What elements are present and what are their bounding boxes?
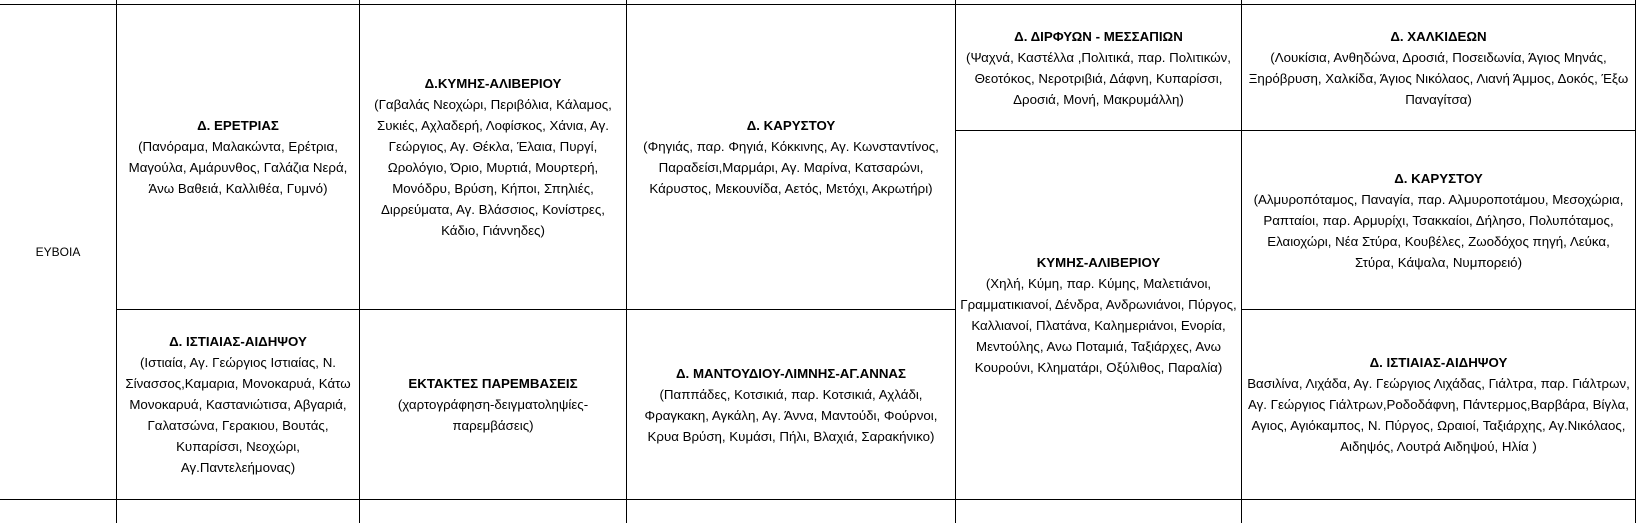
table-cell bbox=[1242, 5, 1635, 130]
cell-body: (Ιστιαία, Αγ. Γεώργιος Ιστιαίας, Ν. Σίνασσος,Καμαρια, Μονοκαρυά, Κάτω Μονοκαρυά, Καστανιώτισα, Αβγαριά, Γαλατσώνα, Γερακιου, Βουτάς, Κυπαρίσσι, Νεοχώρι, Αγ.Παντελεήμονας) bbox=[125, 355, 351, 475]
cell-body: (Γαβαλάς Νεοχώρι, Περιβόλια, Κάλαμος, Συκιές, Αχλαδερή, Λοφίσκος, Χάνια, Αγ. Γεώργιος, Αγ. Θέκλα, Έλαια, Πυργί, Ωρολόγιο, Όριο, Μυρτιά, Μουρτερή, Μονόδρυ, Βρύση, Κήποι, Σπηλιές, Διρρεύματα, Αγ. Βλάσσιος, Κονίστρες, Κάδιο, Γιάννηδες) bbox=[374, 97, 612, 238]
cell-title: ΚΥΜΗΣ-ΑΛΙΒΕΡΙΟΥ bbox=[1036, 255, 1161, 270]
cell-body: (Παππάδες, Κοτσικιά, παρ. Κοτσικιά, Αχλάδι, Φραγκακη, Αγκάλη, Αγ. Άννα, Μαντούδι, Φούρνοι, Κρυα Βρύση, Κυμάσι, Πήλι, Βλαχιά, Σαρακήνικο) bbox=[644, 386, 938, 444]
table-cell bbox=[360, 5, 626, 309]
table-cell bbox=[117, 5, 359, 309]
table-cell bbox=[117, 310, 359, 499]
table-cell bbox=[1242, 310, 1635, 499]
cell-title: Δ. ΜΑΝΤΟΥΔΙΟΥ-ΛΙΜΝΗΣ-ΑΓ.ΑΝΝΑΣ bbox=[676, 365, 906, 381]
cell-title: Δ. ΧΑΛΚΙΔΕΩΝ bbox=[1390, 28, 1487, 44]
cell-body: (Φηγιάς, παρ. Φηγιά, Κόκκινης, Αγ. Κωνσταντίνος, Παραδείσι,Μαρμάρι, Αγ. Μαρίνα, Κατσαρώνι, Κάρυστος, Μεκουνίδα, Αετός, Μετόχι, Ακρωτήρι) bbox=[643, 139, 939, 196]
cell-body: (Αλμυροπόταμος, Παναγία, παρ. Αλμυροποτάμου, Μεσοχώρια, Ραπταίοι, παρ. Αρμυρίχι, Τσακκαίοι, Δήλησο, Πολυπόταμος, Ελαιοχώρι, Νέα Στύρα, Κουβέλες, Ζωοδόχος πηγή, Λεύκα, Στύρα, Κάψαλα, Νυμπορειό) bbox=[1253, 191, 1624, 270]
region-cell bbox=[0, 5, 116, 499]
table-cell bbox=[956, 131, 1241, 499]
cell-title: Δ. ΙΣΤΙΑΙΑΣ-ΑΙΔΗΨΟΥ bbox=[1369, 355, 1508, 370]
table-cell bbox=[1242, 131, 1635, 309]
table-border bbox=[0, 499, 1636, 500]
table-cell bbox=[627, 310, 955, 499]
region-label: ΕΥΒΟΙΑ bbox=[35, 245, 81, 259]
cell-body: (Λουκίσια, Ανθηδώνα, Δροσιά, Ποσειδωνία, Άγιος Μηνάς, Ξηρόβρυση, Χαλκίδα, Άγιος Νικόλαος, Λιανή Άμμος, Δοκός, Έξω Παναγίτσα) bbox=[1248, 49, 1629, 107]
cell-body: (Ψαχνά, Καστέλλα ,Πολιτικά, παρ. Πολιτικών, Θεοτόκος, Νεροτριβιά, Δάφνη, Κυπαρίσσι, Δροσιά, Μονή, Μακρυμάλλη) bbox=[966, 49, 1231, 107]
cell-title: ΕΚΤΑΚΤΕΣ ΠΑΡΕΜΒΑΣΕΙΣ bbox=[408, 376, 578, 391]
table-cell bbox=[360, 310, 626, 499]
table-cell bbox=[627, 5, 955, 309]
cell-title: Δ.ΚΥΜΗΣ-ΑΛΙΒΕΡΙΟΥ bbox=[424, 76, 562, 91]
cell-title: Δ. ΔΙΡΦΥΩΝ - ΜΕΣΣΑΠΙΩΝ bbox=[1014, 28, 1183, 44]
table-cell bbox=[956, 5, 1241, 130]
cell-title: Δ. ΚΑΡΥΣΤΟΥ bbox=[1394, 170, 1483, 186]
cell-body: (Χηλή, Κύμη, παρ. Κύμης, Μαλετιάνοι, Γραμματικιανοί, Δένδρα, Ανδρωνιάνοι, Πύργος, Καλλιανοί, Πλατάνα, Καλημεριάνοι, Ενορία, Μεντούλης, Ανω Ποταμιά, Ταξιάρχες, Ανω Κουρούνι, Κληματάρι, Οξύλιθος, Παραλία) bbox=[960, 276, 1237, 375]
cell-title: Δ. ΕΡΕΤΡΙΑΣ bbox=[197, 118, 279, 133]
cell-body: (Πανόραμα, Μαλακώντα, Ερέτρια, Μαγούλα, Αμάρυνθος, Γαλάζια Νερά, Άνω Βαθειά, Καλλιθέα, Γυμνό) bbox=[128, 139, 348, 196]
cell-body: Βασιλίνα, Λιχάδα, Αγ. Γεώργιος Λιχάδας, Γιάλτρα, παρ. Γιάλτρων, Αγ. Γεώργιος Γιάλτρων,Ροδοδάφνη, Πάντερμος,Βαρβάρα, Βίγλα, Αγιος, Αγιόκαμπος, Ν. Πύργος, Ωραιοί, Ταξιάρχης, Αγ.Νικόλαος, Αιδηψός, Λουτρά Αιδηψού, Ηλία ) bbox=[1247, 376, 1630, 454]
cell-title: Δ. ΙΣΤΙΑΙΑΣ-ΑΙΔΗΨΟΥ bbox=[169, 334, 307, 349]
cell-title: Δ. ΚΑΡΥΣΤΟΥ bbox=[746, 118, 836, 133]
cell-body: (χαρτογράφηση-δειγματοληψίες-παρεμβάσεις) bbox=[397, 397, 589, 433]
